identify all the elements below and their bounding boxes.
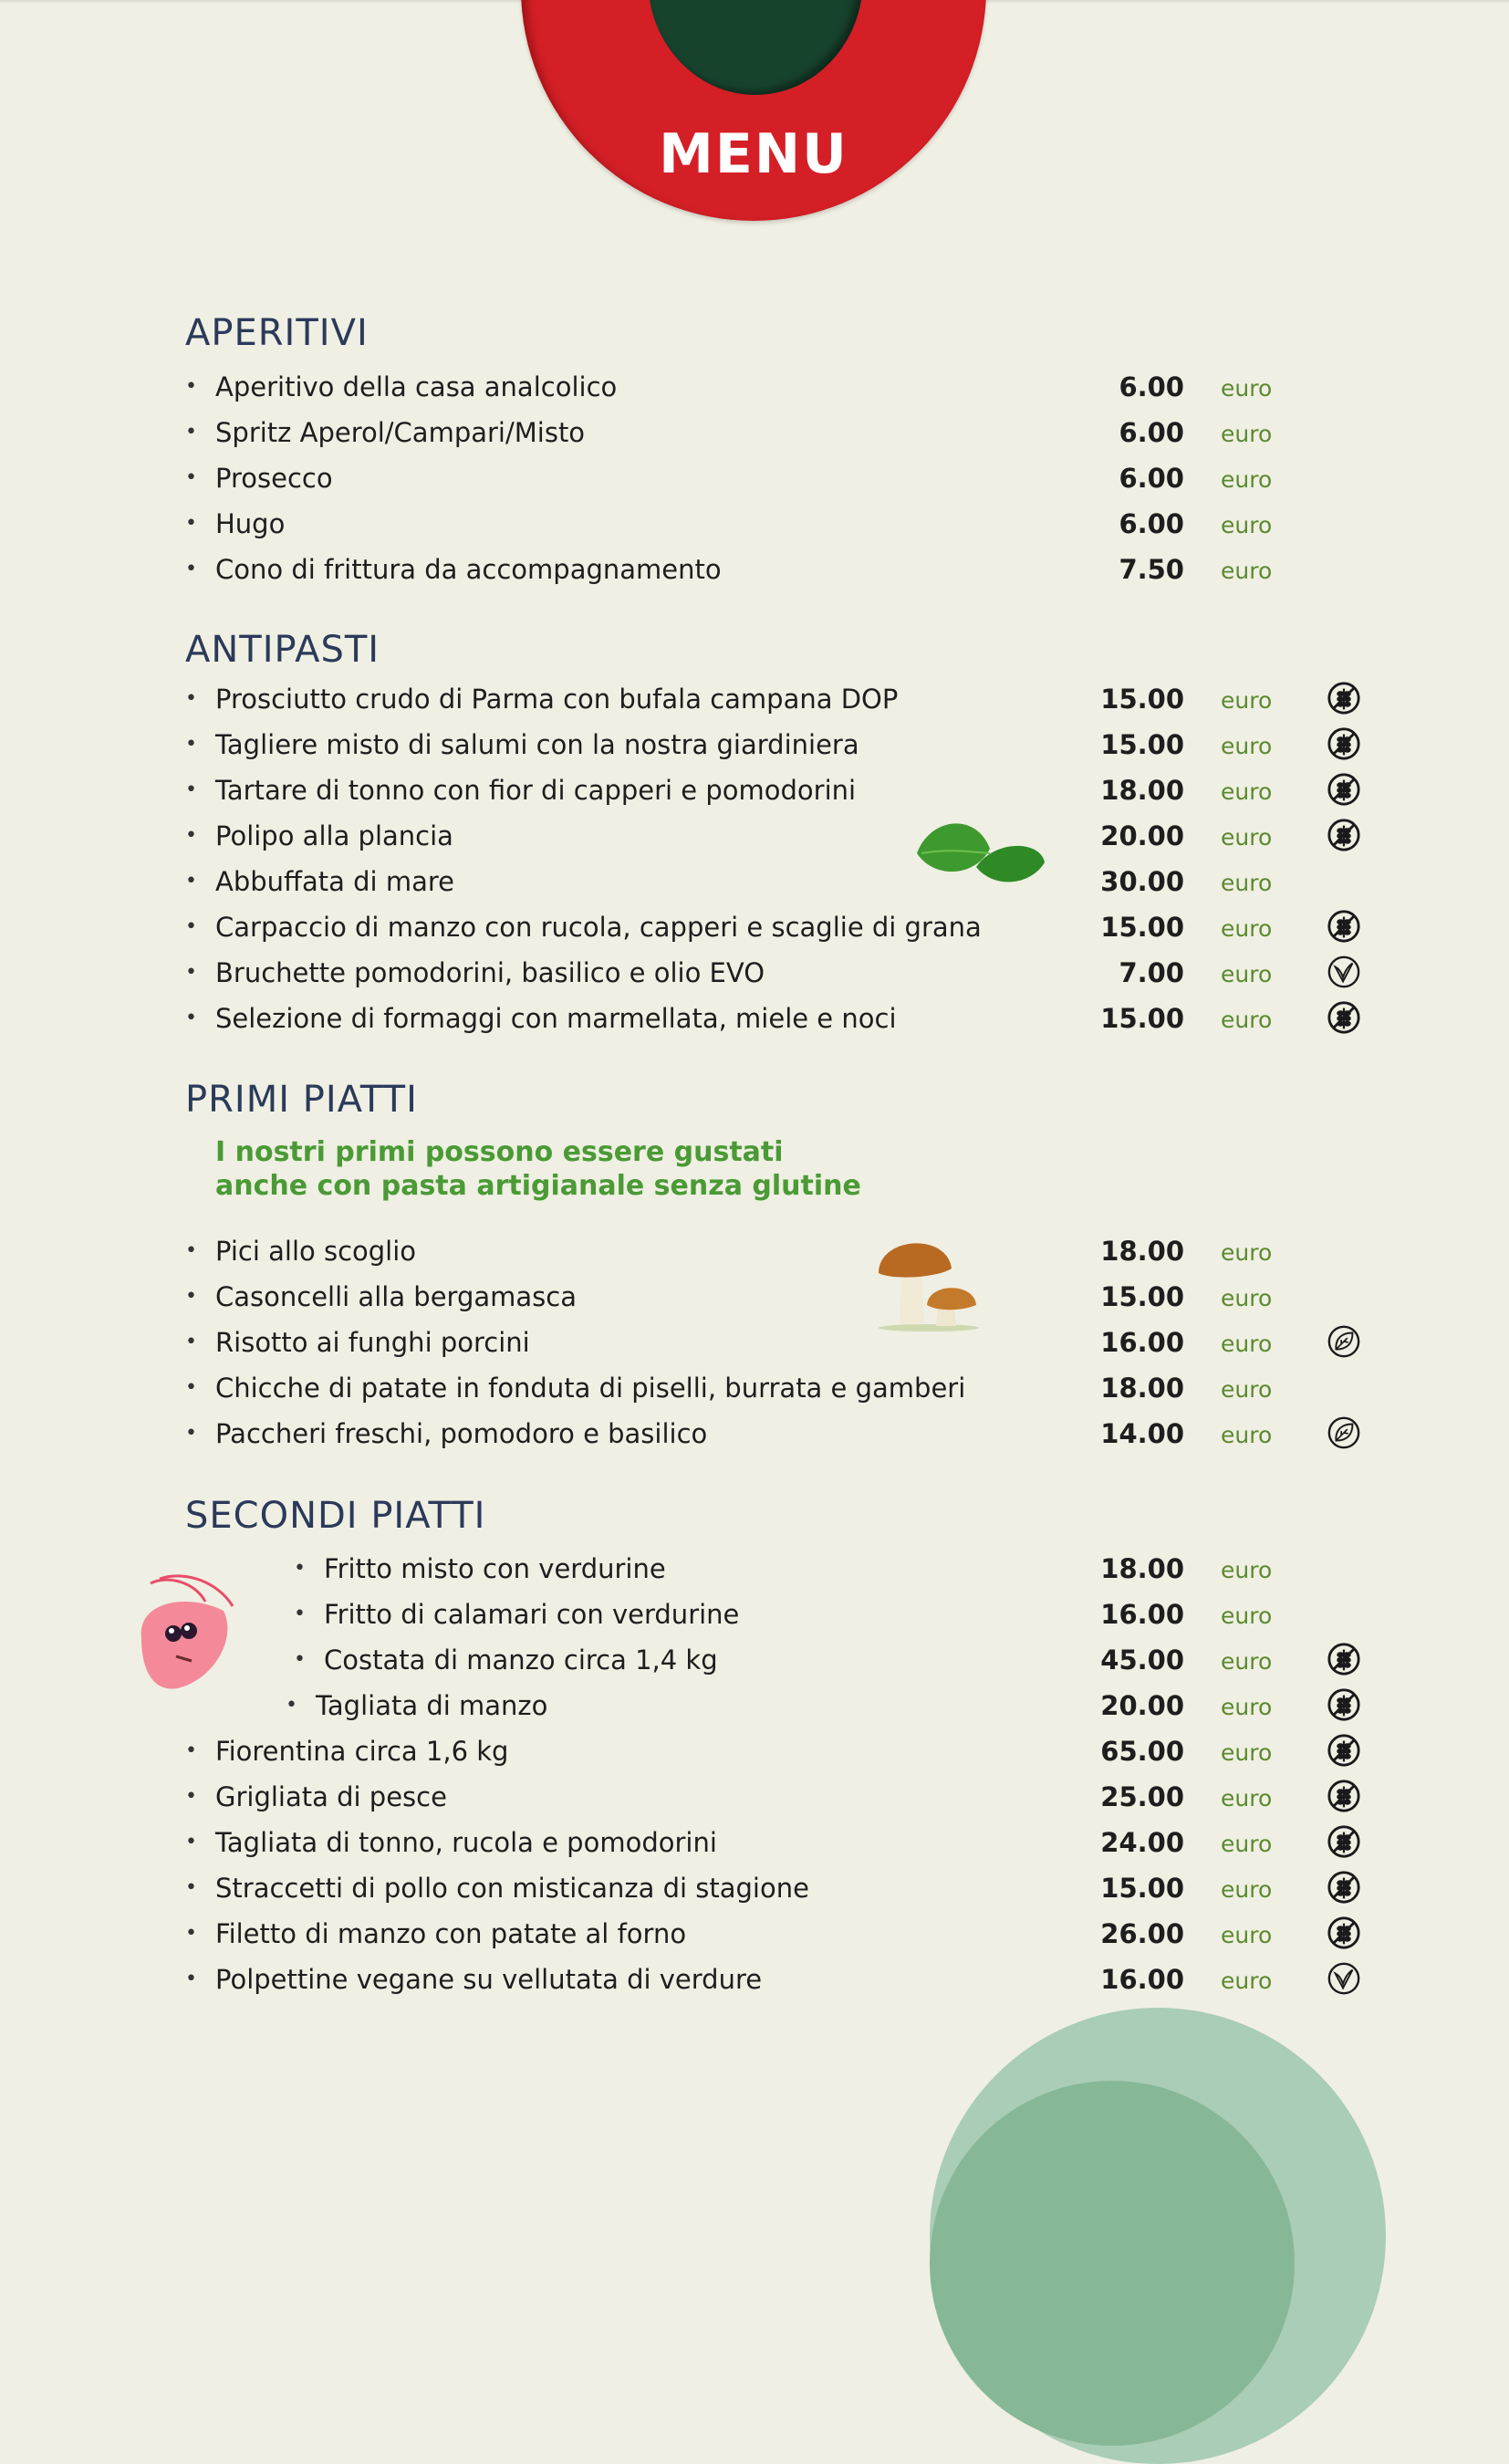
- item-name: Fiorentina circa 1,6 kg: [215, 1736, 509, 1767]
- bullet: •: [185, 1422, 197, 1445]
- item-name: Aperitivo della casa analcolico: [215, 371, 618, 402]
- gluten-free-icon: [1327, 1824, 1361, 1859]
- menu-item[interactable]: [0, 1736, 1509, 1781]
- item-name: Tartare di tonno con fior di capperi e pomodorini: [215, 775, 857, 806]
- item-name: Prosecco: [215, 463, 333, 494]
- currency-label: euro: [1221, 1603, 1273, 1629]
- item-name: Casoncelli alla bergamasca: [215, 1281, 577, 1312]
- bullet: •: [286, 1694, 297, 1717]
- currency-label: euro: [1221, 558, 1273, 584]
- gluten-free-icon: [1327, 1779, 1361, 1813]
- bullet: •: [185, 733, 197, 756]
- section-title: ANTIPASTI: [185, 629, 380, 671]
- menu-item[interactable]: [0, 684, 1509, 729]
- currency-label: euro: [1221, 512, 1273, 538]
- currency-label: euro: [1221, 1831, 1273, 1857]
- currency-label: euro: [1221, 1239, 1273, 1266]
- bullet: •: [185, 961, 197, 984]
- item-name: Hugo: [215, 508, 286, 539]
- item-name: Bruchette pomodorini, basilico e olio EVO: [215, 957, 765, 988]
- vegan-icon: [1327, 1961, 1361, 1996]
- currency-label: euro: [1221, 1376, 1273, 1403]
- item-name: Tagliata di manzo: [316, 1690, 548, 1721]
- section-note-line: anche con pasta artigianale senza glutine: [215, 1170, 861, 1202]
- item-price: 20.00: [1100, 820, 1184, 851]
- item-price: 15.00: [1100, 1281, 1184, 1312]
- section-note: [215, 1135, 861, 1203]
- item-price: 15.00: [1100, 1003, 1184, 1034]
- bullet: •: [294, 1648, 306, 1671]
- vegetarian-leaf-icon: [1327, 1415, 1361, 1450]
- item-name: Cono di frittura da accompagnamento: [215, 554, 722, 585]
- item-price: 6.00: [1119, 463, 1184, 494]
- gluten-free-icon: [1327, 818, 1361, 852]
- bullet: •: [185, 1739, 197, 1762]
- menu-item[interactable]: [0, 508, 1509, 554]
- item-price: 24.00: [1100, 1827, 1184, 1858]
- bullet: •: [185, 558, 197, 580]
- currency-label: euro: [1221, 1648, 1273, 1675]
- menu-item[interactable]: [0, 554, 1509, 600]
- item-name: Straccetti di pollo con misticanza di stagione: [215, 1873, 809, 1904]
- gluten-free-icon: [1327, 1870, 1361, 1905]
- currency-label: euro: [1221, 1739, 1273, 1766]
- currency-label: euro: [1221, 1007, 1273, 1033]
- item-name: Polpettine vegane su vellutata di verdure: [215, 1964, 763, 1995]
- item-price: 6.00: [1119, 371, 1184, 402]
- item-price: 15.00: [1100, 912, 1184, 943]
- item-price: 16.00: [1100, 1599, 1184, 1630]
- bullet: •: [185, 512, 197, 535]
- item-price: 65.00: [1100, 1736, 1184, 1767]
- currency-label: euro: [1221, 687, 1273, 714]
- item-name: Fritto misto con verdurine: [324, 1553, 666, 1584]
- item-price: 20.00: [1100, 1690, 1184, 1721]
- bullet: •: [185, 1376, 197, 1399]
- item-price: 16.00: [1100, 1327, 1184, 1358]
- section-note-line: I nostri primi possono essere gustati: [215, 1136, 784, 1168]
- currency-label: euro: [1221, 870, 1273, 896]
- menu-item[interactable]: [0, 1827, 1509, 1873]
- item-price: 26.00: [1100, 1918, 1184, 1949]
- item-name: Selezione di formaggi con marmellata, miele e noci: [215, 1003, 897, 1034]
- section-title: APERITIVI: [185, 312, 369, 354]
- currency-label: euro: [1221, 1785, 1273, 1811]
- item-price: 18.00: [1100, 1553, 1184, 1584]
- bullet: •: [185, 915, 197, 938]
- item-name: Polipo alla plancia: [215, 820, 453, 851]
- item-price: 14.00: [1100, 1418, 1184, 1449]
- bullet: •: [185, 778, 197, 801]
- menu-item[interactable]: [0, 417, 1509, 463]
- menu-item[interactable]: [0, 1873, 1509, 1918]
- currency-label: euro: [1221, 961, 1273, 987]
- item-name: Carpaccio di manzo con rucola, capperi e scaglie di grana: [215, 912, 982, 943]
- bullet: •: [185, 1331, 197, 1353]
- bullet: •: [185, 1968, 197, 1990]
- vegetarian-leaf-icon: [1327, 1324, 1361, 1359]
- bullet: •: [185, 1922, 197, 1945]
- menu-item[interactable]: [0, 1003, 1509, 1049]
- currency-label: euro: [1221, 733, 1273, 759]
- item-name: Chicche di patate in fonduta di piselli, burrata e gamberi: [215, 1373, 966, 1404]
- gluten-free-icon: [1327, 1733, 1361, 1768]
- item-price: 6.00: [1119, 508, 1184, 539]
- currency-label: euro: [1221, 421, 1273, 447]
- bullet: •: [185, 375, 197, 398]
- bullet: •: [185, 870, 197, 893]
- bottom-green-inner-circle: [930, 2081, 1295, 2446]
- bullet: •: [294, 1603, 306, 1625]
- item-name: Paccheri freschi, pomodoro e basilico: [215, 1418, 708, 1449]
- shrimp-icon: [132, 1574, 246, 1697]
- bullet: •: [294, 1557, 306, 1580]
- item-name: Risotto ai funghi porcini: [215, 1327, 530, 1358]
- item-price: 25.00: [1100, 1781, 1184, 1812]
- bullet: •: [185, 466, 197, 489]
- bullet: •: [185, 1007, 197, 1029]
- menu-item[interactable]: [0, 912, 1509, 957]
- item-price: 15.00: [1100, 684, 1184, 715]
- item-price: 7.50: [1119, 554, 1184, 585]
- currency-label: euro: [1221, 778, 1273, 805]
- item-name: Abbuffata di mare: [215, 866, 454, 897]
- bullet: •: [185, 1831, 197, 1853]
- gluten-free-icon: [1327, 909, 1361, 944]
- currency-label: euro: [1221, 915, 1273, 942]
- vegan-icon: [1327, 955, 1361, 989]
- currency-label: euro: [1221, 1968, 1273, 1994]
- item-price: 18.00: [1100, 775, 1184, 806]
- spinach-leaf-icon: [912, 817, 1049, 890]
- item-price: 18.00: [1100, 1373, 1184, 1404]
- currency-label: euro: [1221, 1694, 1273, 1720]
- menu-item[interactable]: [0, 775, 1509, 820]
- item-price: 6.00: [1119, 417, 1184, 448]
- item-name: Spritz Aperol/Campari/Misto: [215, 417, 586, 448]
- gluten-free-icon: [1327, 1687, 1361, 1722]
- bullet: •: [185, 1239, 197, 1262]
- menu-title: MENU: [659, 122, 848, 186]
- currency-label: euro: [1221, 1285, 1273, 1311]
- menu-item[interactable]: [0, 1327, 1509, 1373]
- menu-item[interactable]: [0, 1373, 1509, 1418]
- currency-label: euro: [1221, 1876, 1273, 1903]
- menu-item[interactable]: [0, 1918, 1509, 1964]
- item-name: Tagliere misto di salumi con la nostra giardiniera: [215, 729, 859, 760]
- currency-label: euro: [1221, 1922, 1273, 1948]
- currency-label: euro: [1221, 824, 1273, 851]
- item-price: 30.00: [1100, 866, 1184, 897]
- gluten-free-icon: [1327, 1916, 1361, 1950]
- item-name: Pici allo scoglio: [215, 1236, 417, 1267]
- menu-item[interactable]: [0, 957, 1509, 1003]
- currency-label: euro: [1221, 375, 1273, 402]
- menu-item[interactable]: [0, 1418, 1509, 1464]
- menu-item[interactable]: [0, 463, 1509, 508]
- menu-item[interactable]: [0, 866, 1509, 912]
- mushroom-icon: [874, 1227, 983, 1332]
- bullet: •: [185, 1785, 197, 1808]
- item-name: Grigliata di pesce: [215, 1781, 447, 1812]
- item-name: Costata di manzo circa 1,4 kg: [324, 1644, 718, 1676]
- item-name: Fritto di calamari con verdurine: [324, 1599, 740, 1630]
- item-price: 15.00: [1100, 729, 1184, 760]
- gluten-free-icon: [1327, 681, 1361, 715]
- bullet: •: [185, 824, 197, 847]
- gluten-free-icon: [1327, 1000, 1361, 1035]
- item-price: 15.00: [1100, 1873, 1184, 1904]
- section-title: PRIMI PIATTI: [185, 1079, 418, 1121]
- item-name: Prosciutto crudo di Parma con bufala campana DOP: [215, 684, 899, 715]
- menu-item[interactable]: [0, 820, 1509, 866]
- menu-item[interactable]: [0, 371, 1509, 417]
- gluten-free-icon: [1327, 1642, 1361, 1676]
- item-price: 45.00: [1100, 1644, 1184, 1676]
- menu-item[interactable]: [0, 1236, 1509, 1281]
- currency-label: euro: [1221, 1422, 1273, 1448]
- item-name: Filetto di manzo con patate al forno: [215, 1918, 687, 1949]
- menu-item[interactable]: [0, 729, 1509, 775]
- menu-item[interactable]: [0, 1781, 1509, 1827]
- bullet: •: [185, 687, 197, 710]
- item-price: 18.00: [1100, 1236, 1184, 1267]
- bullet: •: [185, 1285, 197, 1308]
- menu-item[interactable]: [0, 1964, 1509, 2010]
- gluten-free-icon: [1327, 772, 1361, 807]
- bullet: •: [185, 1876, 197, 1899]
- currency-label: euro: [1221, 466, 1273, 493]
- currency-label: euro: [1221, 1557, 1273, 1583]
- item-name: Tagliata di tonno, rucola e pomodorini: [215, 1827, 717, 1858]
- item-price: 16.00: [1100, 1964, 1184, 1995]
- menu-item[interactable]: [0, 1281, 1509, 1327]
- item-price: 7.00: [1119, 957, 1184, 988]
- bullet: •: [185, 421, 197, 444]
- currency-label: euro: [1221, 1331, 1273, 1357]
- gluten-free-icon: [1327, 726, 1361, 761]
- section-title: SECONDI PIATTI: [185, 1495, 486, 1537]
